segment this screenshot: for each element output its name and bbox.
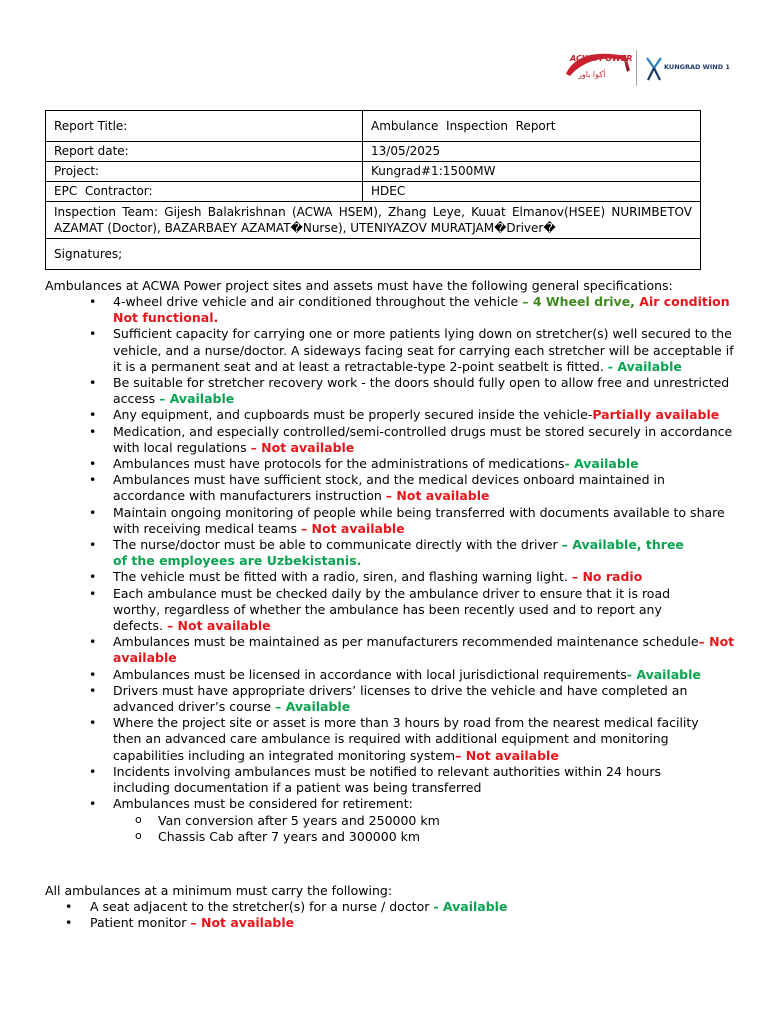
carry-status: – Not available [190,915,295,931]
spec-status: – 4 Wheel drive, [522,294,640,309]
specs-intro: Ambulances at ACWA Power project sites and assets must have the following general specifications: [45,278,673,293]
spec-status: – Available [159,391,235,407]
spec-status: – Available [275,699,351,715]
spec-text: Each ambulance must be checked daily by the ambulance driver to ensure that it is road worthy, regardless of whether the ambulance has been recently used and to report any defects. [113,585,671,634]
list-item [45,294,735,326]
list-item [45,586,735,635]
spec-text: 4-wheel drive vehicle and air conditioned throughout the vehicle [113,294,523,309]
spec-status: - Available [607,358,682,374]
report-title-value: Ambulance Inspection Report [363,111,701,142]
carry-intro: All ambulances at a minimum must carry the following: [45,883,393,898]
report-date-label: Report date: [46,142,363,162]
spec-status: Air condition Not functional. [113,294,730,326]
table-row [46,202,701,239]
list-item [45,407,735,423]
table-row [46,182,701,202]
logo-divider [636,50,637,86]
spec-status: – Not available [166,618,271,634]
list-item [45,375,735,407]
list-item [45,764,735,796]
spec-text: Ambulances must be considered for retirement: [113,796,413,812]
report-date-value: 13/05/2025 [363,142,701,162]
spec-text: Drivers must have appropriate drivers’ licenses to drive the vehicle and have completed an advanced driver’s course [113,682,688,715]
list-item [45,569,735,585]
carry-text: Patient monitor [90,915,191,931]
list-item [45,634,735,666]
spec-text: Be suitable for stretcher recovery work - the doors should fully open to allow free and unrestricted access [113,375,730,407]
spec-status: – No radio [571,569,643,585]
spec-status: – Not available [300,520,405,536]
spec-text: Ambulances must have sufficient stock, and the medical devices onboard maintained in accordance with manufacturers instruction [113,472,665,504]
spec-text: The nurse/doctor must be able to communicate directly with the driver [113,537,562,553]
spec-text: Ambulances must have protocols for the administrations of medications [113,456,565,472]
table-row [46,142,701,162]
spec-text: Medication, and especially controlled/semi-controlled drugs must be stored securely in accordance with local regulations [113,423,733,455]
report-title-label: Report Title: [46,111,363,142]
kungrad-wind-logo [644,54,734,84]
signatures-label: Signatures; [46,239,701,270]
retirement-sublist [113,813,735,845]
header-logos [560,46,730,88]
spec-text: Ambulances must be maintained as per manufacturers recommended maintenance schedule [113,634,699,650]
project-label: Project: [46,162,363,182]
table-row [46,111,701,142]
acwa-power-logo [564,46,634,88]
spec-status: – Not available [455,747,559,763]
list-item [45,715,735,764]
spec-text: Where the project site or asset is more than 3 hours by road from the nearest medical facility then an advanced care ambulance is required with additional equipment and monitoring capabilities including an integrated monitoring system [113,715,699,763]
spec-text: Sufficient capacity for carrying one or more patients lying down on stretcher(s) well secured to the vehicle, and a nurse/doctor. A sideways facing seat for carrying each stretcher will be acceptable if it is a permanent seat and at least a retractable-type 2-point seatbelt is fitted. [113,326,734,374]
list-item [45,796,735,845]
acwa-logo-text: ACWA POWER [570,54,633,63]
carry-status: - Available [433,899,508,914]
list-item [45,899,735,915]
spec-text: Incidents involving ambulances must be notified to relevant authorities within 24 hours including documentation if a patient was being transferred [113,763,662,796]
list-item [45,456,735,472]
spec-status: - Available [564,456,639,472]
wind-turbine-icon [644,56,664,82]
epc-contractor-value: HDEC [363,182,701,202]
spec-text: Ambulances must be licensed in accordance with local jurisdictional requirements [113,666,627,682]
spec-text: Maintain ongoing monitoring of people while being transferred with documents available to share with receiving medical teams [113,504,725,536]
list-item [45,915,735,931]
inspection-team: Inspection Team: Gijesh Balakrishnan (ACWA HSEM), Zhang Leye, Kuuat Elmanov(HSEE) NURIMBETOV AZAMAT (Doctor), BAZARBAEY AZAMAT�Nurse), UTENIYAZOV MURATJAM�Driver� [46,202,701,239]
project-value: Kungrad#1:1500MW [363,162,701,182]
carry-text: A seat adjacent to the stretcher(s) for a nurse / doctor [90,899,434,914]
specifications-list [45,294,735,845]
spec-text: Any equipment, and cupboards must be properly secured inside the vehicle- [113,407,593,423]
spec-status: – Available, three of the employees are Uzbekistanis. [113,537,684,569]
spec-status: – Not available [250,439,355,455]
spec-status: Partially available [592,407,720,423]
acwa-logo-arabic: أكوا باور [578,70,606,79]
list-item [45,667,735,683]
report-info-table [45,110,701,270]
table-row [46,162,701,182]
spec-text: The vehicle must be fitted with a radio, siren, and flashing warning light. [113,569,572,585]
list-item: o Chassis Cab after 7 years and 300000 km [113,829,735,845]
acwa-wing-icon [564,46,634,88]
list-item [45,472,735,504]
list-item [45,537,735,569]
list-item [45,683,735,715]
spec-status: – Not available [385,488,490,504]
list-item [45,326,735,375]
kungrad-logo-text: KUNGRAD WIND 1 [664,63,730,71]
table-row [46,239,701,270]
spec-status: – Not available [113,634,735,666]
minimum-carry-list [45,899,735,931]
list-item [45,424,735,456]
list-item: o Van conversion after 5 years and 250000 km [113,813,735,829]
epc-contractor-label: EPC Contractor: [46,182,363,202]
list-item [45,505,735,537]
spec-status: - Available [626,666,701,682]
